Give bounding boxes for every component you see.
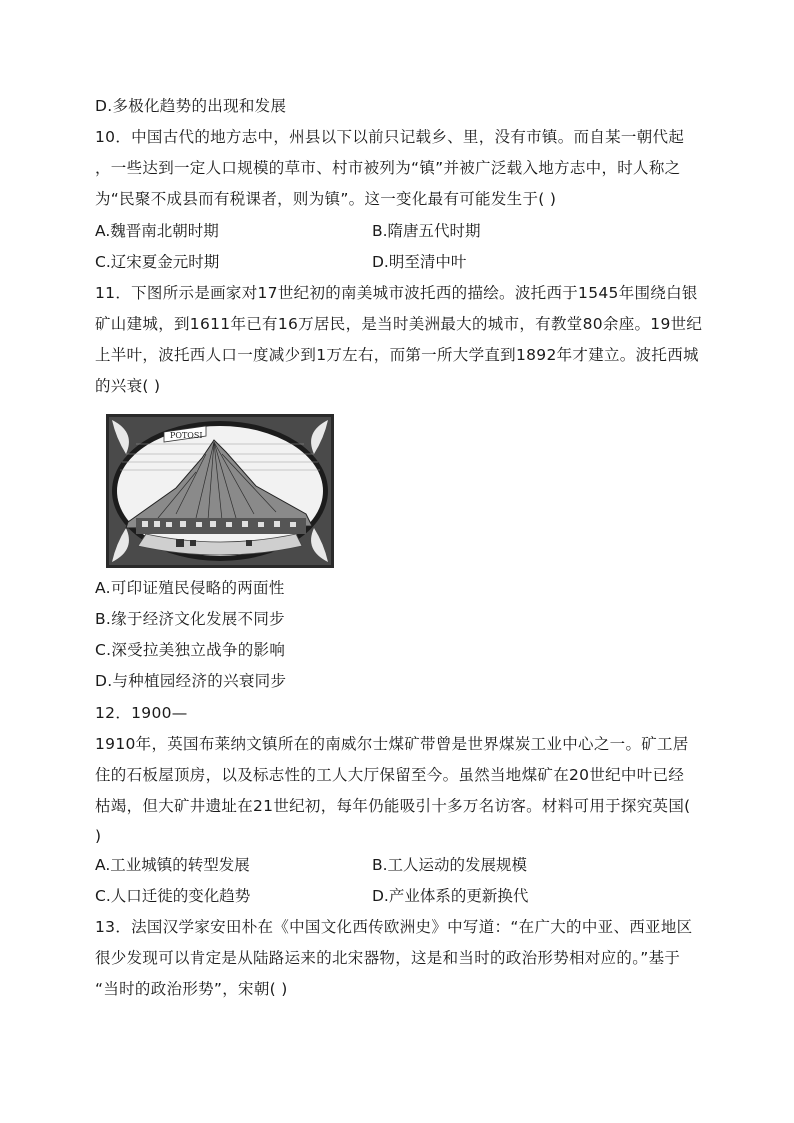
q12-option-c[interactable]: C.人口迁徙的变化趋势: [95, 887, 251, 905]
q13-line-1: 13．法国汉学家安田朴在《中国文化西传欧洲史》中写道：“在广大的中亚、西亚地区: [95, 918, 693, 936]
q12-option-a[interactable]: A.工业城镇的转型发展: [95, 856, 250, 874]
q11-line-3: 上半叶，波托西人口一度减少到1万左右，而第一所大学直到1892年才建立。波托西城: [95, 346, 699, 364]
q11-option-c[interactable]: C.深受拉美独立战争的影响: [95, 641, 286, 659]
q10-line-1: 10．中国古代的地方志中，州县以下以前只记载乡、里，没有市镇。而自某一朝代起: [95, 128, 685, 146]
q10-line-2: ，一些达到一定人口规模的草市、村市被列为“镇”并被广泛载入地方志中，时人称之: [95, 159, 681, 177]
q11-option-b[interactable]: B.缘于经济文化发展不同步: [95, 610, 285, 628]
q10-option-d[interactable]: D.明至清中叶: [372, 253, 467, 271]
q11-line-4: 的兴衰( ): [95, 377, 161, 395]
potosi-engraving-figure: [106, 414, 334, 568]
prev-option-d: D.多极化趋势的出现和发展: [95, 97, 287, 115]
q11-option-a[interactable]: A.可印证殖民侵略的两面性: [95, 579, 285, 597]
q11-line-1: 11．下图所示是画家对17世纪初的南美城市波托西的描绘。波托西于1545年围绕白银: [95, 284, 698, 302]
q12-line-5: ): [95, 827, 102, 845]
q10-option-c[interactable]: C.辽宋夏金元时期: [95, 253, 220, 271]
q13-line-3: “当时的政治形势”，宋朝( ): [95, 980, 288, 998]
q12-option-d[interactable]: D.产业体系的更新换代: [372, 887, 529, 905]
q10-option-a[interactable]: A.魏晋南北朝时期: [95, 222, 219, 240]
q12-line-3: 住的石板屋顶房，以及标志性的工人大厅保留至今。虽然当地煤矿在20世纪中叶已经: [95, 766, 685, 784]
q13-line-2: 很少发现可以肯定是从陆路运来的北宋器物，这是和当时的政治形势相对应的。”基于: [95, 949, 681, 967]
figure-banner-text: POTOSI: [170, 431, 203, 440]
q10-option-b[interactable]: B.隋唐五代时期: [372, 222, 481, 240]
q10-line-3: 为“民聚不成县而有税课者，则为镇”。这一变化最有可能发生于( ): [95, 190, 557, 208]
q12-line-2: 1910年，英国布莱纳文镇所在的南威尔士煤矿带曾是世界煤炭工业中心之一。矿工居: [95, 735, 689, 753]
q12-option-b[interactable]: B.工人运动的发展规模: [372, 856, 528, 874]
q11-option-d[interactable]: D.与种植园经济的兴衰同步: [95, 672, 287, 690]
q12-line-1: 12．1900—: [95, 704, 188, 722]
q12-line-4: 枯竭，但大矿井遗址在21世纪初，每年仍能吸引十多万名访客。材料可用于探究英国(: [95, 797, 691, 815]
q11-line-2: 矿山建城，到1611年已有16万居民，是当时美洲最大的城市，有教堂80余座。19世纪: [95, 315, 703, 333]
